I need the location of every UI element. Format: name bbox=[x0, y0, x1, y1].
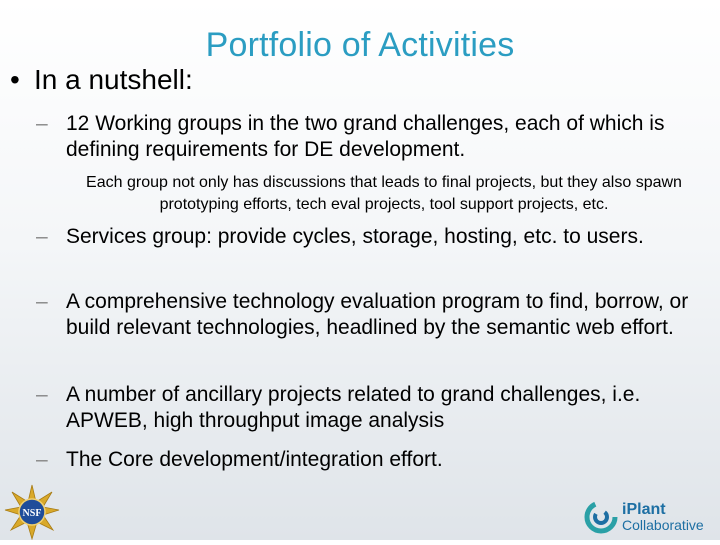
sub-bullet-text: Services group: provide cycles, storage, hosting, etc. to users. bbox=[66, 225, 644, 248]
sub-bullet-tech-evaluation bbox=[36, 289, 706, 341]
iplant-swirl-icon bbox=[584, 500, 618, 534]
dash-marker: – bbox=[36, 225, 48, 248]
sub-bullet-working-groups bbox=[36, 111, 706, 163]
slide-title-text: Portfolio of Activities bbox=[205, 26, 515, 64]
slide-title bbox=[0, 26, 720, 65]
sub-bullet-services bbox=[36, 224, 706, 250]
main-bullet-text: In a nutshell: bbox=[34, 64, 193, 95]
sub-bullet-text: A comprehensive technology evaluation program to find, borrow, or build relevant technologies, headlined by the semantic web effort. bbox=[66, 290, 689, 339]
iplant-logo bbox=[584, 498, 718, 538]
nsf-logo bbox=[2, 484, 62, 540]
sub-bullet-text: 12 Working groups in the two grand challenges, each of which is defining requirements for DE development. bbox=[66, 112, 665, 161]
dash-marker: – bbox=[36, 383, 48, 406]
sub-bullet-core-development bbox=[36, 447, 706, 473]
main-bullet bbox=[10, 64, 193, 96]
collaborative-word: Collaborative bbox=[622, 517, 704, 533]
sub-bullet-text: The Core development/integration effort. bbox=[66, 448, 443, 471]
sub-bullet-text: A number of ancillary projects related to grand challenges, i.e. APWEB, high throughput image analysis bbox=[66, 383, 641, 432]
dash-marker: – bbox=[36, 290, 48, 313]
working-groups-note: Each group not only has discussions that leads to final projects, but they also spawn prototyping efforts, tech eval projects, tool support projects, etc. bbox=[86, 174, 682, 213]
dash-marker: – bbox=[36, 112, 48, 135]
sub-bullet-ancillary-projects bbox=[36, 382, 706, 434]
iplant-word: iPlant bbox=[622, 501, 666, 518]
bullet-marker: • bbox=[10, 64, 20, 95]
nsf-seal-text: NSF bbox=[22, 508, 42, 519]
nsf-seal-icon bbox=[2, 484, 62, 540]
dash-marker: – bbox=[36, 448, 48, 471]
